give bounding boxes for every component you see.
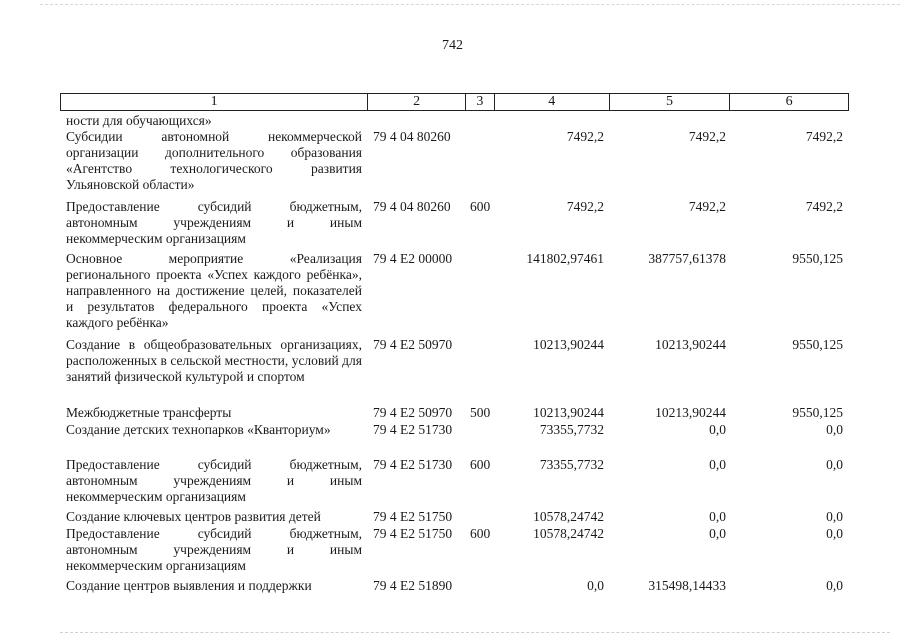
row-kvr: 600 <box>470 457 491 472</box>
row-value-5: 10213,90244 <box>655 337 726 352</box>
row-code: 79 4 04 80260 <box>373 129 451 144</box>
row-description: Предоставление субсидий бюджетным, автономным учреждениям и иным некоммерческим организациям <box>66 526 362 573</box>
header-col-4: 4 <box>495 94 610 110</box>
row-value-4: 7492,2 <box>566 199 604 214</box>
row-value-4: 73355,7732 <box>539 457 604 472</box>
row-value-5: 387757,61378 <box>648 251 726 266</box>
row-value-5: 0,0 <box>709 509 726 524</box>
row-value-4: 73355,7732 <box>539 422 604 437</box>
row-description: Создание в общеобразовательных организациях, расположенных в сельской местности, условий для занятий физической культурой и спортом <box>66 337 362 384</box>
row-value-5: 0,0 <box>709 457 726 472</box>
row-code: 79 4 E2 51750 <box>373 509 453 524</box>
row-description: Создание детских технопарков «Кванториум» <box>66 422 331 437</box>
row-description: Предоставление субсидий бюджетным, автономным учреждениям и иным некоммерческим организациям <box>66 457 362 504</box>
row-value-4: 10578,24742 <box>533 526 604 541</box>
header-col-2: 2 <box>368 94 466 110</box>
row-value-5: 0,0 <box>709 526 726 541</box>
row-code: 79 4 E2 51750 <box>373 526 453 541</box>
row-code: 79 4 E2 00000 <box>373 251 453 266</box>
row-code: 79 4 04 80260 <box>373 199 451 214</box>
header-col-3: 3 <box>466 94 495 110</box>
row-value-4: 10578,24742 <box>533 509 604 524</box>
row-value-6: 0,0 <box>826 578 843 593</box>
row-description: Предоставление субсидий бюджетным, автономным учреждениям и иным некоммерческим организациям <box>66 199 362 246</box>
row-kvr: 500 <box>470 405 491 420</box>
row-value-6: 7492,2 <box>805 129 843 144</box>
row-value-5: 7492,2 <box>688 199 726 214</box>
row-value-4: 0,0 <box>587 578 604 593</box>
row-value-6: 9550,125 <box>792 251 843 266</box>
row-value-4: 141802,97461 <box>526 251 604 266</box>
row-description: Межбюджетные трансферты <box>66 405 232 420</box>
row-value-6: 0,0 <box>826 509 843 524</box>
page-number: 742 <box>442 38 463 53</box>
row-value-6: 9550,125 <box>792 337 843 352</box>
row-kvr: 600 <box>470 526 491 541</box>
row-description: Основное мероприятие «Реализация регионального проекта «Успех каждого ребёнка», направленного на достижение целей, показателей и результатов федерального проекта «Успех каждого ребёнка» <box>66 251 362 330</box>
row-value-6: 0,0 <box>826 422 843 437</box>
row-code: 79 4 E2 51730 <box>373 457 453 472</box>
row-value-6: 0,0 <box>826 457 843 472</box>
row-code: 79 4 E2 50970 <box>373 405 453 420</box>
row-value-6: 7492,2 <box>805 199 843 214</box>
header-col-6: 6 <box>785 94 793 109</box>
row-value-6: 9550,125 <box>792 405 843 420</box>
row-code: 79 4 E2 51730 <box>373 422 453 437</box>
header-col-1: 1 <box>61 94 368 110</box>
row-value-5: 315498,14433 <box>648 578 726 593</box>
row-value-4: 10213,90244 <box>533 405 604 420</box>
row-kvr: 600 <box>470 199 491 214</box>
header-col-5: 5 <box>610 94 731 110</box>
row-description: ности для обучающихся» <box>66 113 212 128</box>
row-code: 79 4 E2 51890 <box>373 578 453 593</box>
row-value-5: 10213,90244 <box>655 405 726 420</box>
scan-edge-bottom <box>60 632 890 633</box>
row-description: Создание ключевых центров развития детей <box>66 509 321 524</box>
row-description: Субсидии автономной некоммерческой организации дополнительного образования «Агентство технологического развития Ульяновской области» <box>66 129 362 192</box>
row-value-5: 7492,2 <box>688 129 726 144</box>
row-value-6: 0,0 <box>826 526 843 541</box>
row-code: 79 4 E2 50970 <box>373 337 453 352</box>
row-description: Создание центров выявления и поддержки <box>66 578 312 593</box>
row-value-4: 10213,90244 <box>533 337 604 352</box>
row-value-5: 0,0 <box>709 422 726 437</box>
row-value-4: 7492,2 <box>566 129 604 144</box>
